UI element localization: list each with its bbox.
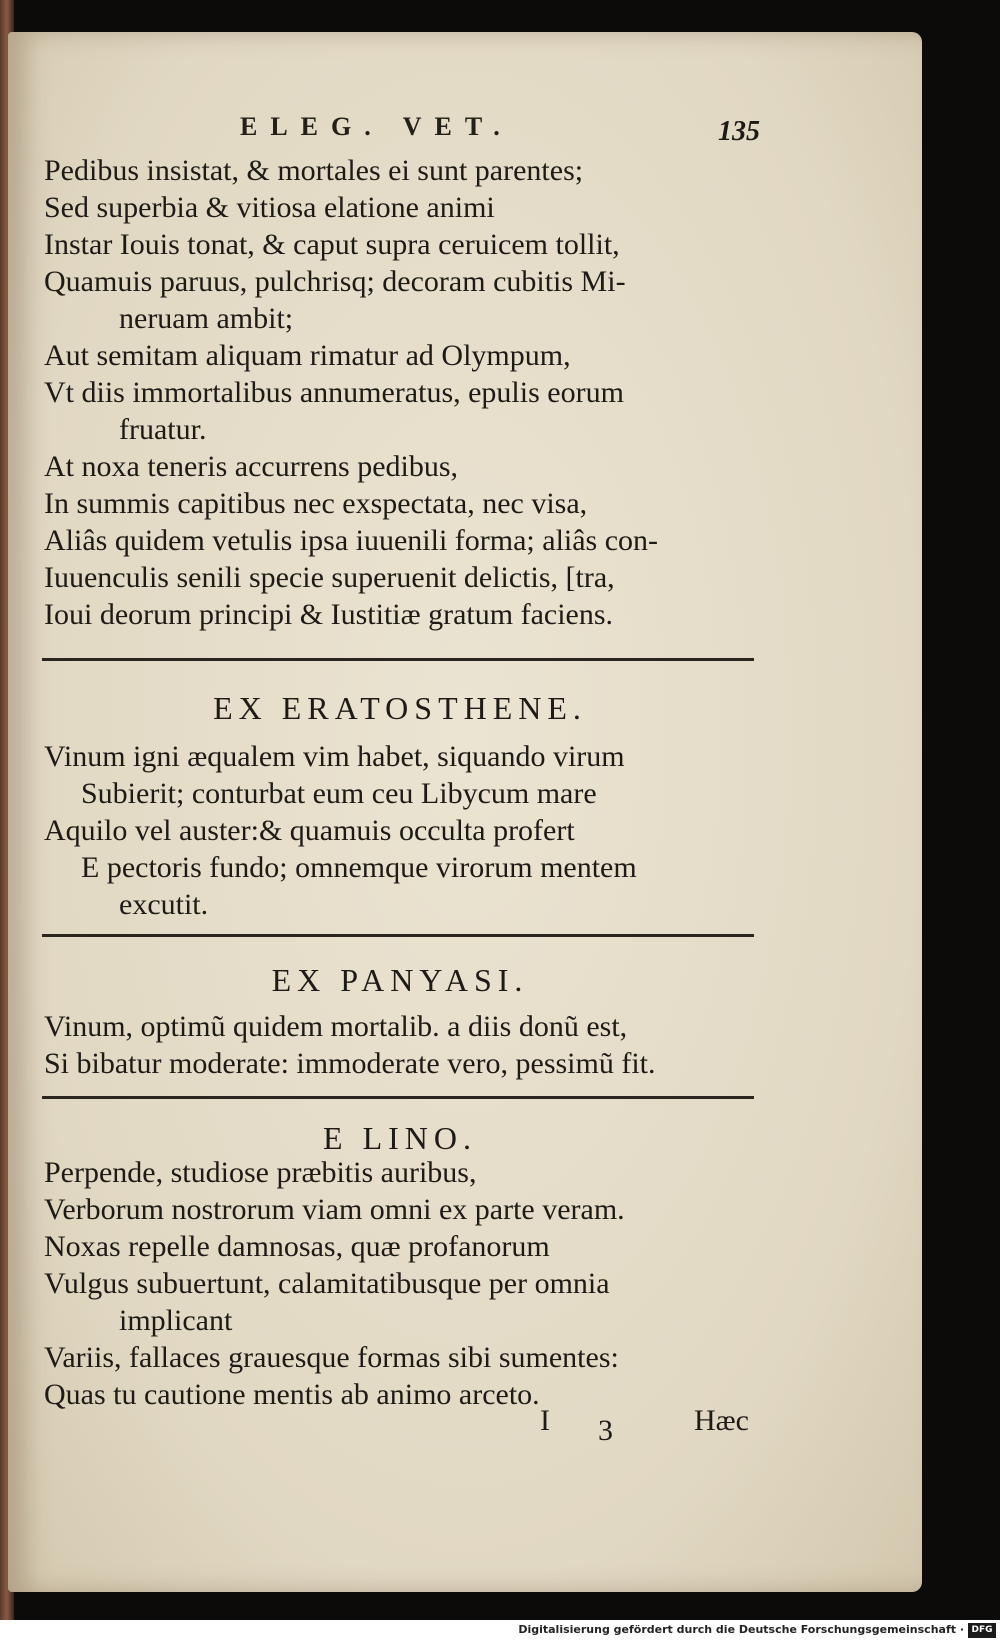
funding-credit: Digitalisierung gefördert durch die Deutsche Forschungsgemeinschaft ·	[518, 1623, 964, 1636]
signature-line	[0, 1404, 1000, 1447]
section-heading: EX ERATOSTHENE.	[213, 690, 587, 726]
section-heading: EX PANYASI.	[271, 962, 529, 998]
verse-line: Si bibatur moderate: immoderate vero, pessimũ fit.	[44, 1047, 656, 1080]
verse-line: At noxa teneris accurrens pedibus,	[44, 450, 459, 483]
running-head	[0, 110, 1000, 150]
verse-line: Aliâs quidem vetulis ipsa iuuenili forma; aliâs con-	[44, 524, 659, 557]
verse-block-1	[44, 152, 764, 633]
verse-line: Vt diis immortalibus annumeratus, epulis eorum	[44, 376, 624, 409]
verse-line: excutit.	[119, 888, 209, 921]
verse-line: Perpende, studiose præbitis auribus,	[44, 1156, 477, 1189]
section-divider	[42, 1096, 754, 1099]
section-divider	[42, 934, 754, 937]
verse-line: fruatur.	[119, 413, 207, 446]
digitization-footer	[0, 1620, 1000, 1643]
verse-line: Vinum, optimũ quidem mortalib. a diis donũ est,	[44, 1010, 628, 1043]
verse-line: Quas tu cautione mentis ab animo arceto.	[44, 1378, 540, 1411]
verse-line: Pedibus insistat, & mortales ei sunt parentes;	[44, 154, 584, 187]
verse-line: In summis capitibus nec exspectata, nec visa,	[44, 487, 588, 520]
dfg-logo-icon: DFG	[968, 1623, 996, 1638]
verse-line: Vinum igni æqualem vim habet, siquando virum	[44, 740, 625, 773]
verse-line: implicant	[119, 1304, 233, 1337]
verse-line: E pectoris fundo; omnemque virorum mentem	[81, 851, 637, 884]
verse-line: Aut semitam aliquam rimatur ad Olympum,	[44, 339, 571, 372]
verse-line: Iuuenculis senili specie superuenit delictis, [tra,	[44, 561, 615, 594]
verse-line: Ioui deorum principi & Iustitiæ gratum faciens.	[44, 598, 614, 631]
verse-block-3	[44, 1008, 764, 1082]
signature-number: 3	[598, 1414, 613, 1447]
verse-line: neruam ambit;	[119, 302, 294, 335]
verse-line: Sed superbia & vitiosa elatione animi	[44, 191, 495, 224]
section-heading: E LINO.	[323, 1120, 477, 1156]
verse-line: Instar Iouis tonat, & caput supra ceruicem tollit,	[44, 228, 620, 261]
verse-block-4	[44, 1154, 764, 1413]
verse-line: Variis, fallaces grauesque formas sibi sumentes:	[44, 1341, 619, 1374]
section-divider	[42, 658, 754, 661]
verse-line: Quamuis paruus, pulchrisq; decoram cubitis Mi-	[44, 265, 626, 298]
catchword: Hæc	[694, 1404, 749, 1437]
signature-letter: I	[540, 1404, 550, 1437]
verse-line: Noxas repelle damnosas, quæ profanorum	[44, 1230, 550, 1263]
verse-line: Aquilo vel auster:& quamuis occulta profert	[44, 814, 575, 847]
verse-line: Subierit; conturbat eum ceu Libycum mare	[81, 777, 597, 810]
verse-line: Verborum nostrorum viam omni ex parte veram.	[44, 1193, 625, 1226]
page-number: 135	[718, 116, 760, 147]
running-title: ELEG. VET.	[240, 112, 513, 141]
verse-line: Vulgus subuertunt, calamitatibusque per omnia	[44, 1267, 610, 1300]
verse-block-2	[44, 738, 764, 923]
